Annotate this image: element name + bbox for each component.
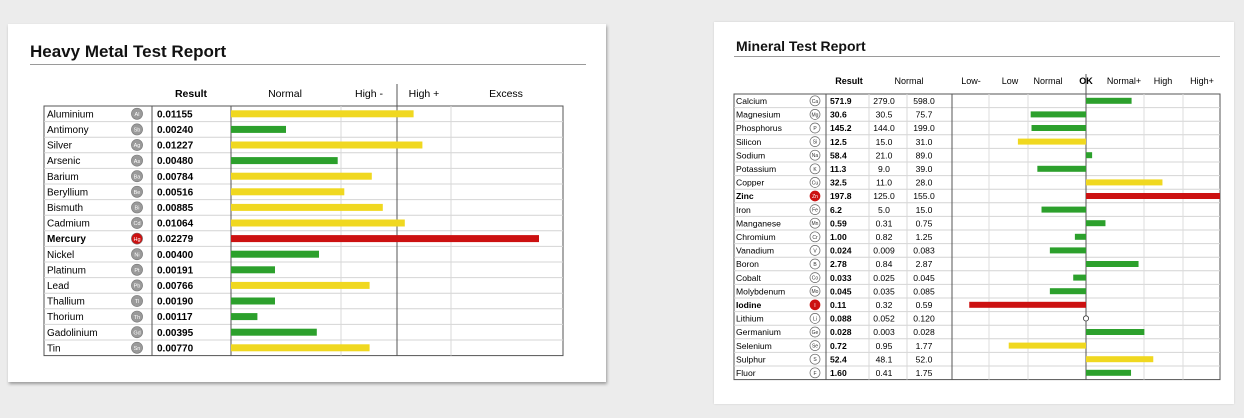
normal-high-selenium: 1.77 xyxy=(915,340,933,351)
element-symbol-thorium: Th xyxy=(133,314,141,321)
element-name-gadolinium: Gadolinium xyxy=(47,327,98,339)
normal-high-vanadium: 0.083 xyxy=(913,245,935,256)
scale-header-excess: Excess xyxy=(489,88,523,100)
element-name-vanadium: Vanadium xyxy=(736,245,775,256)
deviation-bar-magnesium xyxy=(1031,111,1086,117)
result-value-sodium: 58.4 xyxy=(830,150,847,161)
normal-high-potassium: 39.0 xyxy=(915,164,933,174)
element-name-beryllium: Beryllium xyxy=(47,187,89,199)
element-symbol-copper: Cu xyxy=(811,180,819,187)
result-value-antimony: 0.00240 xyxy=(157,125,194,136)
normal-low-molybdenum: 0.035 xyxy=(873,286,895,297)
deviation-bar-zinc xyxy=(1086,193,1220,199)
result-value-silver: 0.01227 xyxy=(157,140,194,152)
element-symbol-vanadium: V xyxy=(813,248,817,255)
result-value-zinc: 197.8 xyxy=(830,191,852,202)
element-symbol-boron: B xyxy=(813,262,817,268)
element-symbol-barium: Ba xyxy=(133,174,141,181)
scale-header-normal-plus: Normal+ xyxy=(1106,76,1142,86)
result-bar-bismuth xyxy=(231,204,383,211)
element-symbol-tin: Sn xyxy=(133,346,141,352)
normal-low-cobalt: 0.025 xyxy=(873,272,895,283)
normal-high-phosphorus: 199.0 xyxy=(913,123,935,134)
element-symbol-antimony: Sb xyxy=(133,127,141,134)
normal-high-magnesium: 75.7 xyxy=(915,109,933,120)
deviation-bar-silicon xyxy=(1018,139,1086,145)
normal-high-manganese: 0.75 xyxy=(915,218,933,229)
deviation-bar-molybdenum xyxy=(1050,288,1086,294)
element-symbol-calcium: Ca xyxy=(811,98,819,105)
element-symbol-silver: Ag xyxy=(133,143,141,150)
scale-header-high-plus: High + xyxy=(408,88,440,100)
normal-high-germanium: 0.028 xyxy=(913,327,935,338)
normal-low-manganese: 0.31 xyxy=(875,218,893,229)
normal-low-silicon: 15.0 xyxy=(875,136,893,147)
normal-low-magnesium: 30.5 xyxy=(875,109,893,120)
element-symbol-manganese: Mn xyxy=(811,221,819,228)
result-bar-lead xyxy=(231,282,370,289)
scale-header-ok: OK xyxy=(1079,76,1093,86)
normal-high-sodium: 89.0 xyxy=(915,150,933,161)
element-name-mercury: Mercury xyxy=(47,234,86,246)
element-symbol-sodium: Na xyxy=(811,153,819,160)
normal-high-boron: 2.87 xyxy=(915,259,933,270)
element-name-phosphorus: Phosphorus xyxy=(736,123,782,134)
element-name-iron: Iron xyxy=(736,204,751,215)
result-value-iodine: 0.11 xyxy=(830,300,847,310)
element-name-germanium: Germanium xyxy=(736,327,781,338)
element-symbol-selenium: Se xyxy=(811,343,819,350)
normal-low-vanadium: 0.009 xyxy=(873,245,895,256)
normal-low-zinc: 125.0 xyxy=(873,191,895,202)
result-value-thorium: 0.00117 xyxy=(157,312,193,324)
result-bar-thallium xyxy=(231,298,275,305)
result-value-mercury: 0.02279 xyxy=(157,234,194,246)
result-bar-cadmium xyxy=(231,220,405,227)
element-symbol-lead: Pb xyxy=(133,283,141,290)
normal-high-calcium: 598.0 xyxy=(913,96,935,106)
element-symbol-thallium: Tl xyxy=(134,299,140,306)
normal-low-germanium: 0.003 xyxy=(873,327,895,338)
element-name-boron: Boron xyxy=(736,259,759,270)
normal-low-sodium: 21.0 xyxy=(875,150,893,161)
element-symbol-mercury: Hg xyxy=(133,236,141,243)
element-name-arsenic: Arsenic xyxy=(47,156,81,168)
result-value-phosphorus: 145.2 xyxy=(830,123,852,134)
deviation-bar-vanadium xyxy=(1050,247,1086,253)
mineral-report-title: Mineral Test Report xyxy=(736,38,866,54)
result-value-lithium: 0.088 xyxy=(830,313,852,324)
scale-header-low: Low xyxy=(1001,76,1019,86)
element-symbol-nickel: Ni xyxy=(134,252,140,259)
element-symbol-silicon: Si xyxy=(812,139,818,146)
normal-range-header: Normal xyxy=(894,76,924,86)
element-symbol-beryllium: Be xyxy=(133,190,141,196)
normal-low-iodine: 0.32 xyxy=(875,300,893,310)
result-bar-nickel xyxy=(231,251,319,258)
normal-high-fluor: 1.75 xyxy=(915,368,933,378)
deviation-bar-sulphur xyxy=(1086,356,1153,362)
deviation-bar-phosphorus xyxy=(1032,125,1086,131)
deviation-bar-potassium xyxy=(1037,166,1086,172)
element-name-cadmium: Cadmium xyxy=(47,218,90,230)
deviation-bar-calcium xyxy=(1086,98,1132,104)
element-name-thallium: Thallium xyxy=(47,296,85,308)
result-value-platinum: 0.00191 xyxy=(157,265,194,277)
deviation-bar-selenium xyxy=(1009,343,1086,349)
normal-high-cobalt: 0.045 xyxy=(913,272,935,283)
element-name-iodine: Iodine xyxy=(736,300,762,310)
ok-marker-lithium xyxy=(1083,316,1088,321)
result-value-cadmium: 0.01064 xyxy=(157,218,194,230)
deviation-bar-germanium xyxy=(1086,329,1144,335)
scale-header-low-minus: Low- xyxy=(961,76,981,86)
result-bar-arsenic xyxy=(231,157,338,164)
element-symbol-chromium: Cr xyxy=(812,234,818,241)
result-value-sulphur: 52.4 xyxy=(830,354,847,365)
element-name-silver: Silver xyxy=(47,140,73,152)
element-name-bismuth: Bismuth xyxy=(47,203,84,214)
element-name-sulphur: Sulphur xyxy=(736,354,766,365)
result-bar-platinum xyxy=(231,266,275,273)
result-value-gadolinium: 0.00395 xyxy=(157,327,194,339)
element-name-aluminium: Aluminium xyxy=(47,109,94,121)
result-bar-aluminium xyxy=(231,110,414,117)
element-name-thorium: Thorium xyxy=(47,312,84,324)
element-symbol-molybdenum: Mo xyxy=(811,289,819,296)
element-name-magnesium: Magnesium xyxy=(736,109,781,120)
result-value-potassium: 11.3 xyxy=(830,164,847,174)
result-value-magnesium: 30.6 xyxy=(830,109,847,120)
normal-low-boron: 0.84 xyxy=(875,259,893,270)
normal-low-sulphur: 48.1 xyxy=(875,354,893,365)
element-symbol-zinc: Zn xyxy=(812,194,818,200)
element-name-copper: Copper xyxy=(736,177,765,188)
scale-header-high-plus: High+ xyxy=(1190,76,1214,86)
normal-low-calcium: 279.0 xyxy=(873,96,895,106)
result-value-boron: 2.78 xyxy=(830,259,847,270)
element-name-silicon: Silicon xyxy=(736,136,762,147)
normal-low-copper: 11.0 xyxy=(875,177,893,188)
element-symbol-gadolinium: Gd xyxy=(133,330,141,337)
mineral-table-border xyxy=(734,94,1220,380)
normal-low-phosphorus: 144.0 xyxy=(873,123,895,134)
result-value-iron: 6.2 xyxy=(830,204,842,215)
element-name-cobalt: Cobalt xyxy=(736,272,761,283)
element-name-manganese: Manganese xyxy=(736,218,781,229)
normal-high-iodine: 0.59 xyxy=(915,300,933,310)
normal-low-potassium: 9.0 xyxy=(878,164,890,174)
element-symbol-fluor: F xyxy=(813,370,817,377)
result-value-bismuth: 0.00885 xyxy=(157,203,194,214)
result-value-calcium: 571.9 xyxy=(830,96,852,106)
result-value-manganese: 0.59 xyxy=(830,218,847,229)
scale-header-normal-band: Normal xyxy=(1033,76,1063,86)
heavy-metal-report-title: Heavy Metal Test Report xyxy=(30,42,227,61)
result-bar-gadolinium xyxy=(231,329,317,336)
result-bar-tin xyxy=(231,344,370,351)
deviation-bar-fluor xyxy=(1086,370,1131,376)
result-value-beryllium: 0.00516 xyxy=(157,187,194,199)
result-value-germanium: 0.028 xyxy=(830,327,852,338)
heavy-metal-chart xyxy=(8,24,606,382)
result-bar-antimony xyxy=(231,126,286,133)
element-symbol-bismuth: Bi xyxy=(134,205,140,212)
element-name-lead: Lead xyxy=(47,281,70,292)
mineral-chart xyxy=(714,22,1234,404)
result-header: Result xyxy=(835,76,863,86)
result-value-nickel: 0.00400 xyxy=(157,249,194,261)
result-bar-mercury xyxy=(231,235,539,242)
normal-high-iron: 15.0 xyxy=(915,204,933,215)
result-value-molybdenum: 0.045 xyxy=(830,286,852,297)
result-value-barium: 0.00784 xyxy=(157,171,194,183)
element-name-potassium: Potassium xyxy=(736,164,777,174)
normal-high-lithium: 0.120 xyxy=(913,313,935,324)
element-symbol-lithium: Li xyxy=(813,316,817,323)
result-value-aluminium: 0.01155 xyxy=(157,109,193,121)
deviation-bar-iodine xyxy=(969,302,1086,308)
deviation-bar-iron xyxy=(1042,207,1086,213)
element-symbol-cobalt: Co xyxy=(811,275,819,282)
element-name-molybdenum: Molybdenum xyxy=(736,286,786,297)
normal-low-lithium: 0.052 xyxy=(873,313,895,324)
result-value-tin: 0.00770 xyxy=(157,343,194,355)
normal-high-molybdenum: 0.085 xyxy=(913,286,935,297)
element-symbol-sulphur: S xyxy=(813,357,817,364)
normal-high-chromium: 1.25 xyxy=(915,232,933,242)
scale-header-high: High xyxy=(1153,76,1173,86)
element-name-fluor: Fluor xyxy=(736,368,756,378)
deviation-bar-manganese xyxy=(1086,220,1105,226)
element-name-tin: Tin xyxy=(47,343,61,355)
scale-header-normal: Normal xyxy=(268,88,302,100)
element-symbol-iron: Fe xyxy=(812,207,818,214)
result-value-thallium: 0.00190 xyxy=(157,296,194,308)
deviation-bar-cobalt xyxy=(1073,275,1086,281)
result-value-lead: 0.00766 xyxy=(157,281,194,292)
heavy-metal-report-panel xyxy=(8,24,606,382)
result-value-arsenic: 0.00480 xyxy=(157,156,194,168)
deviation-bar-copper xyxy=(1086,179,1162,185)
deviation-bar-chromium xyxy=(1075,234,1086,240)
normal-high-silicon: 31.0 xyxy=(915,136,933,147)
element-name-chromium: Chromium xyxy=(736,232,776,242)
result-bar-thorium xyxy=(231,313,257,320)
normal-low-chromium: 0.82 xyxy=(875,232,893,242)
normal-low-fluor: 0.41 xyxy=(875,368,893,378)
element-symbol-aluminium: Al xyxy=(134,112,140,118)
normal-high-copper: 28.0 xyxy=(915,177,933,188)
normal-high-zinc: 155.0 xyxy=(913,191,935,202)
element-symbol-magnesium: Mg xyxy=(811,112,819,119)
element-symbol-iodine: I xyxy=(814,302,816,309)
result-header: Result xyxy=(174,88,208,100)
element-symbol-arsenic: As xyxy=(133,158,141,165)
result-value-silicon: 12.5 xyxy=(830,136,847,147)
element-name-zinc: Zinc xyxy=(736,191,754,202)
element-name-barium: Barium xyxy=(47,171,79,183)
element-name-lithium: Lithium xyxy=(736,313,764,324)
result-value-vanadium: 0.024 xyxy=(830,245,852,256)
element-name-nickel: Nickel xyxy=(47,249,75,261)
element-name-selenium: Selenium xyxy=(736,340,772,351)
element-name-antimony: Antimony xyxy=(47,125,89,136)
element-symbol-potassium: K xyxy=(813,166,817,173)
result-value-selenium: 0.72 xyxy=(830,340,847,351)
normal-low-selenium: 0.95 xyxy=(875,340,893,351)
result-bar-beryllium xyxy=(231,188,344,195)
result-value-chromium: 1.00 xyxy=(830,232,847,242)
deviation-bar-sodium xyxy=(1086,152,1092,158)
element-symbol-platinum: Pt xyxy=(134,268,140,274)
mineral-report-panel xyxy=(714,22,1234,404)
element-symbol-phosphorus: P xyxy=(813,126,817,132)
result-value-fluor: 1.60 xyxy=(830,368,847,378)
result-value-cobalt: 0.033 xyxy=(830,272,852,283)
normal-low-iron: 5.0 xyxy=(878,204,890,215)
element-name-platinum: Platinum xyxy=(47,265,86,277)
element-symbol-cadmium: Cd xyxy=(133,221,141,228)
scale-header-high-minus: High - xyxy=(354,88,384,100)
deviation-bar-boron xyxy=(1086,261,1139,267)
element-name-sodium: Sodium xyxy=(736,150,766,161)
result-value-copper: 32.5 xyxy=(830,177,847,188)
normal-high-sulphur: 52.0 xyxy=(915,354,933,365)
element-name-calcium: Calcium xyxy=(736,96,768,106)
result-bar-barium xyxy=(231,173,372,180)
element-symbol-germanium: Ge xyxy=(811,330,819,336)
result-bar-silver xyxy=(231,142,422,149)
